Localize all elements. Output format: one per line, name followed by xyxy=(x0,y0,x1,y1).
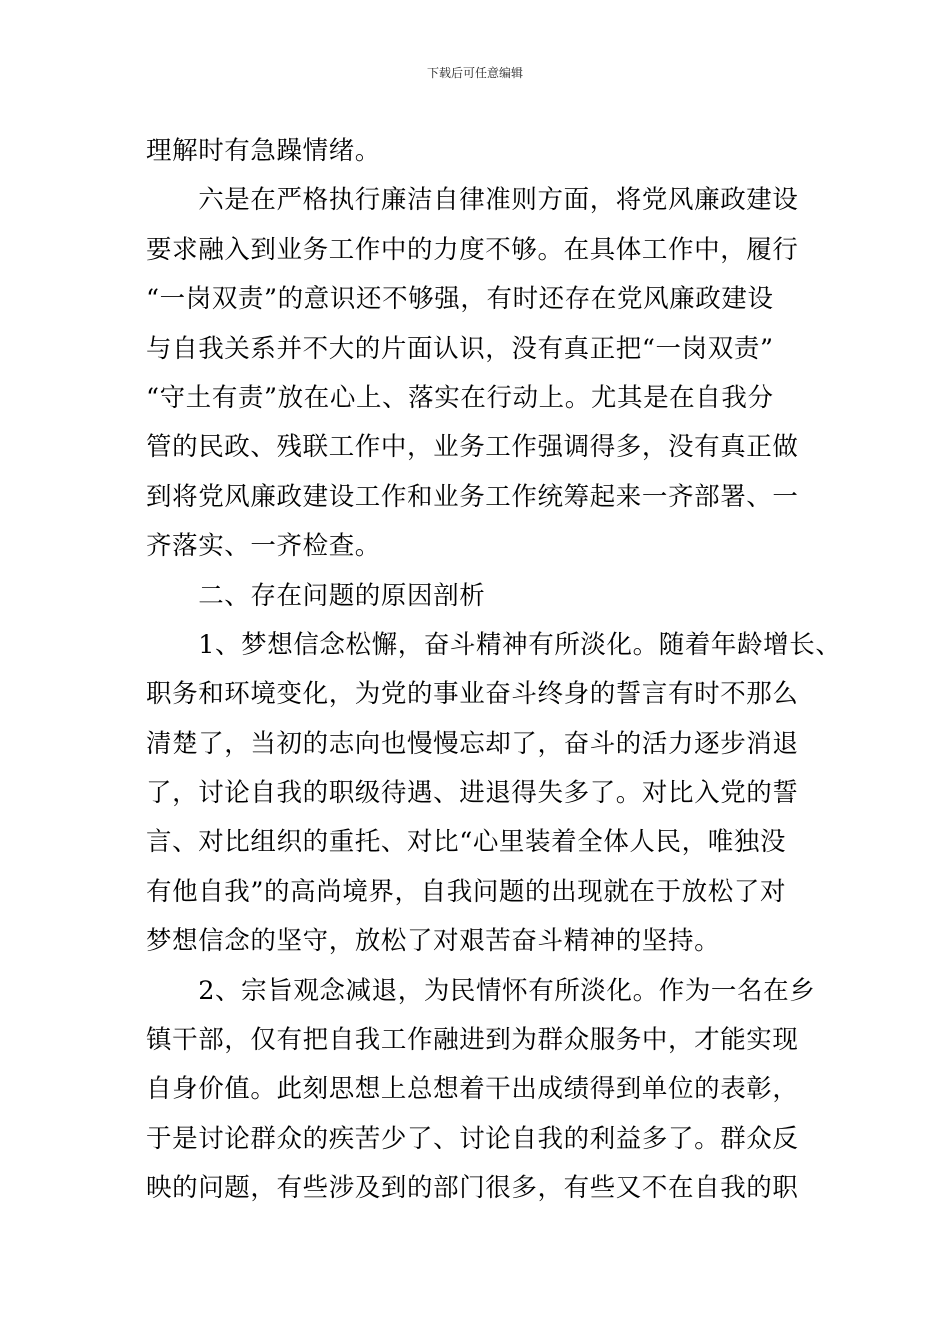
text-line: 1、梦想信念松懈，奋斗精神有所淡化。随着年龄增长、 xyxy=(146,629,842,660)
text-line: 清楚了，当初的志向也慢慢忘却了，奋斗的活力逐步消退 xyxy=(146,728,799,759)
document-body xyxy=(146,127,842,1214)
text-line: 映的问题，有些涉及到的部门很多，有些又不在自我的职 xyxy=(146,1173,799,1204)
text-line: 与自我关系并不大的片面认识，没有真正把“一岗双责” xyxy=(146,333,774,364)
text-line: 自身价值。此刻思想上总想着干出成绩得到单位的表彰， xyxy=(146,1074,799,1105)
section-heading: 二、存在问题的原因剖析 xyxy=(146,580,486,611)
text-line: 齐落实、一齐检查。 xyxy=(146,531,381,562)
page-header: 下载后可任意编辑 xyxy=(426,66,523,80)
text-line: 言、对比组织的重托、对比“心里装着全体人民，唯独没 xyxy=(146,827,787,858)
text-line: 2、宗旨观念减退，为民情怀有所淡化。作为一名在乡 xyxy=(146,975,816,1006)
text-line: 了，讨论自我的职级待遇、进退得失多了。对比入党的誓 xyxy=(146,778,799,809)
text-line: 于是讨论群众的疾苦少了、讨论自我的利益多了。群众反 xyxy=(146,1123,799,1154)
text-line: 镇干部，仅有把自我工作融进到为群众服务中，才能实现 xyxy=(146,1025,799,1056)
text-line: 六是在严格执行廉洁自律准则方面，将党风廉政建设 xyxy=(146,185,799,216)
text-line: 到将党风廉政建设工作和业务工作统筹起来一齐部署、一 xyxy=(146,481,799,512)
text-line: “一岗双责”的意识还不够强，有时还存在党风廉政建设 xyxy=(146,284,774,315)
text-line: 要求融入到业务工作中的力度不够。在具体工作中，履行 xyxy=(146,234,799,265)
text-line: “守土有责”放在心上、落实在行动上。尤其是在自我分 xyxy=(146,382,774,413)
text-line: 梦想信念的坚守，放松了对艰苦奋斗精神的坚持。 xyxy=(146,926,721,957)
text-line: 理解时有急躁情绪。 xyxy=(146,136,381,166)
text-line: 职务和环境变化，为党的事业奋斗终身的誓言有时不那么 xyxy=(146,679,799,710)
text-line: 管的民政、残联工作中，业务工作强调得多，没有真正做 xyxy=(146,432,799,463)
text-line: 有他自我”的高尚境界，自我问题的出现就在于放松了对 xyxy=(146,876,787,907)
